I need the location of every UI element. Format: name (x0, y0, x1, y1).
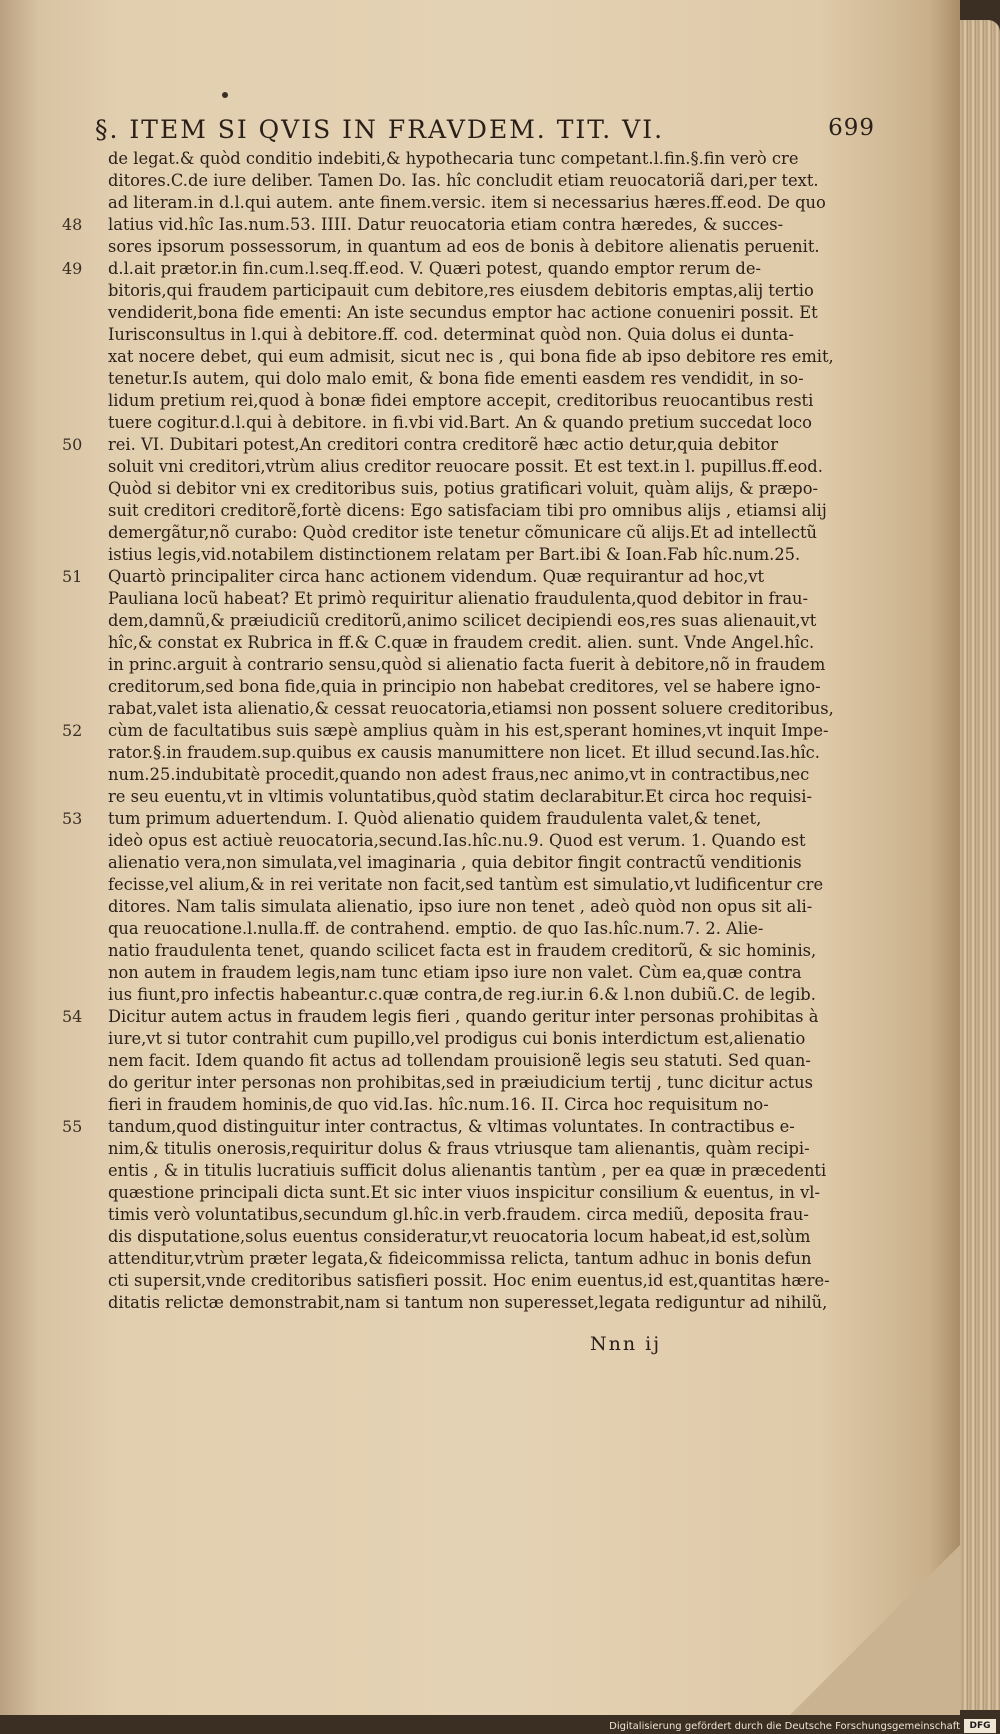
ink-dot (222, 92, 228, 98)
text-line (62, 324, 952, 346)
line-text: in princ.arguit à contrario sensu,quòd si alienatio facta fuerit à debitore,nõ in fraudem (108, 655, 826, 674)
line-text: num.25.indubitatè procedit,quando non adest fraus,nec animo,vt in contractibus,nec (108, 765, 810, 784)
text-line (62, 236, 952, 258)
line-text: rei. VI. Dubitari potest,An creditori contra creditorẽ hæc actio detur,quia debitor (108, 435, 779, 454)
text-line (62, 192, 952, 214)
line-text: demergãtur,nõ curabo: Quòd creditor iste tenetur cõmunicare cũ alijs.Et ad intellectũ (108, 523, 817, 542)
text-line (62, 1270, 952, 1292)
line-text: dem,damnũ,& præiudiciũ creditorũ,animo scilicet decipiendi eos,res suas alienauit,vt (108, 611, 817, 630)
text-line (62, 852, 952, 874)
line-text: tandum,quod distinguitur inter contractus, & vltimas voluntates. In contractibus e- (108, 1117, 795, 1136)
text-line (62, 610, 952, 632)
line-text: rabat,valet ista alienatio,& cessat reuocatoria,etiamsi non possent soluere creditoribus, (108, 699, 834, 718)
text-line (62, 280, 952, 302)
page-number: 699 (828, 115, 875, 141)
line-text: tuere cogitur.d.l.qui à debitore. in fi.vbi vid.Bart. An & quando pretium succedat loco (108, 413, 812, 432)
line-text: ius fiunt,pro infectis habeantur.c.quæ contra,de reg.iur.in 6.& l.non dubiũ.C. de legib. (108, 985, 816, 1004)
text-line (62, 1006, 952, 1028)
text-line (62, 346, 952, 368)
text-line (62, 676, 952, 698)
line-text: cùm de facultatibus suis sæpè amplius quàm in his est,sperant homines,vt inquit Impe- (108, 721, 829, 740)
text-line (62, 478, 952, 500)
line-text: de legat.& quòd conditio indebiti,& hypothecaria tunc competant.l.fin.§.fin verò cre (108, 149, 799, 168)
line-text: rator.§.in fraudem.sup.quibus ex causis manumittere non licet. Et illud secund.Ias.hîc. (108, 743, 820, 762)
text-line (62, 588, 952, 610)
line-text: quæstione principali dicta sunt.Et sic inter viuos inspicitur consilium & euentus, in vl- (108, 1183, 820, 1202)
text-line (62, 698, 952, 720)
text-line (62, 566, 952, 588)
line-text: fecisse,vel alium,& in rei veritate non facit,sed tantùm est simulatio,vt ludificentur cre (108, 875, 824, 894)
line-text: lidum pretium rei,quod à bonæ fidei emptore accepit, creditoribus reuocantibus resti (108, 391, 814, 410)
text-line (62, 654, 952, 676)
text-line (62, 786, 952, 808)
line-text: nem facit. Idem quando fit actus ad tollendam prouisionẽ legis seu statuti. Sed quan- (108, 1051, 811, 1070)
line-text: fieri in fraudem hominis,de quo vid.Ias. hîc.num.16. II. Circa hoc requisitum no- (108, 1095, 769, 1114)
line-text: iure,vt si tutor contrahit cum pupillo,vel prodigus cui bonis interdictum est,alienatio (108, 1029, 806, 1048)
text-line (62, 896, 952, 918)
text-line (62, 1292, 952, 1314)
line-text: latius vid.hîc Ias.num.53. IIII. Datur reuocatoria etiam contra hæredes, & succes- (108, 215, 784, 234)
text-line (62, 544, 952, 566)
body-text (62, 148, 952, 1314)
line-text: d.l.ait prætor.in fin.cum.l.seq.ff.eod. V. Quæri potest, quando emptor rerum de- (108, 259, 761, 278)
text-line (62, 720, 952, 742)
text-line (62, 940, 952, 962)
line-text: qua reuocatione.l.nulla.ff. de contrahend. emptio. de quo Ias.hîc.num.7. 2. Alie- (108, 919, 764, 938)
line-text: attenditur,vtrùm præter legata,& fideicommissa relicta, tantum adhuc in bonis defun (108, 1249, 812, 1268)
text-line (62, 1050, 952, 1072)
line-text: soluit vni creditori,vtrùm alius creditor reuocare possit. Et est text.in l. pupillus.ff.eod. (108, 457, 823, 476)
line-text: ditores. Nam talis simulata alienatio, ipso iure non tenet , adeò quòd non opus sit ali- (108, 897, 813, 916)
text-line (62, 962, 952, 984)
line-text: ditores.C.de iure deliber. Tamen Do. Ias. hîc concludit etiam reuocatoriã dari,per text. (108, 171, 819, 190)
text-line (62, 390, 952, 412)
margin-number: 52 (62, 721, 83, 740)
text-line (62, 1116, 952, 1138)
text-line (62, 1072, 952, 1094)
line-text: non autem in fraudem legis,nam tunc etiam ipso iure non valet. Cùm ea,quæ contra (108, 963, 802, 982)
text-line (62, 742, 952, 764)
line-text: dis disputatione,solus euentus consideratur,vt reuocatoria locum habeat,id est,solùm (108, 1227, 811, 1246)
text-line (62, 1204, 952, 1226)
line-text: hîc,& constat ex Rubrica in ff.& C.quæ in fraudem credit. alien. sunt. Vnde Angel.hîc. (108, 633, 815, 652)
margin-number: 55 (62, 1117, 83, 1136)
digitization-credit: Digitalisierung gefördert durch die Deutsche Forschungsgemeinschaft (609, 1721, 960, 1732)
margin-number: 49 (62, 259, 83, 278)
line-text: cti supersit,vnde creditoribus satisfieri possit. Hoc enim euentus,id est,quantitas hære- (108, 1271, 830, 1290)
text-line (62, 1226, 952, 1248)
margin-number: 48 (62, 215, 83, 234)
line-text: creditorum,sed bona fide,quia in principio non habebat creditores, vel se habere igno- (108, 677, 821, 696)
line-text: suit creditori creditorẽ,fortè dicens: Ego satisfaciam tibi pro omnibus alijs , etiamsi alij (108, 501, 827, 520)
line-text: nim,& titulis onerosis,requiritur dolus & fraus vtriusque tam alienantis, quàm recipi- (108, 1139, 810, 1158)
text-line (62, 500, 952, 522)
text-line (62, 1138, 952, 1160)
line-text: ideò opus est actiuè reuocatoria,secund.Ias.hîc.nu.9. Quod est verum. 1. Quando est (108, 831, 806, 850)
text-line (62, 214, 952, 236)
margin-number: 53 (62, 809, 83, 828)
text-line (62, 1182, 952, 1204)
line-text: ad literam.in d.l.qui autem. ante finem.versic. item si necessarius hæres.ff.eod. De quo (108, 193, 826, 212)
text-line (62, 170, 952, 192)
line-text: xat nocere debet, qui eum admisit, sicut nec is , qui bona fide ab ipso debitore res emit, (108, 347, 834, 366)
text-line (62, 918, 952, 940)
text-line (62, 1248, 952, 1270)
text-line (62, 808, 952, 830)
text-line (62, 984, 952, 1006)
margin-number: 50 (62, 435, 83, 454)
text-line (62, 764, 952, 786)
text-line (62, 1160, 952, 1182)
text-line (62, 258, 952, 280)
line-text: ditatis relictæ demonstrabit,nam si tantum non superesset,legata rediguntur ad nihilũ, (108, 1293, 828, 1312)
line-text: tenetur.Is autem, qui dolo malo emit, & bona fide ementi easdem res vendidit, in so- (108, 369, 804, 388)
line-text: Pauliana locũ habeat? Et primò requiritur alienatio fraudulenta,quod debitor in frau- (108, 589, 809, 608)
text-line (62, 874, 952, 896)
line-text: timis verò voluntatibus,secundum gl.hîc.in verb.fraudem. circa mediũ, deposita frau- (108, 1205, 809, 1224)
text-line (62, 412, 952, 434)
text-line (62, 148, 952, 170)
line-text: Quartò principaliter circa hanc actionem videndum. Quæ requirantur ad hoc,vt (108, 567, 765, 586)
page-corner-fold (790, 1545, 960, 1715)
margin-number: 54 (62, 1007, 83, 1026)
text-line (62, 456, 952, 478)
line-text: entis , & in titulis lucratiuis sufficit dolus alienantis tantùm , per ea quæ in præcedenti (108, 1161, 827, 1180)
header-title: §. ITEM SI QVIS IN FRAVDEM. TIT. VI. (95, 115, 665, 144)
line-text: bitoris,qui fraudem participauit cum debitore,res eiusdem debitoris emptas,alij tertio (108, 281, 814, 300)
line-text: re seu euentu,vt in vltimis voluntatibus,quòd statim declarabitur.Et circa hoc requisi- (108, 787, 812, 806)
line-text: sores ipsorum possessorum, in quantum ad eos de bonis à debitore alienatis peruenit. (108, 237, 820, 256)
dfg-logo: DFG (964, 1719, 996, 1733)
line-text: Quòd si debitor vni ex creditoribus suis, potius gratificari voluit, quàm alijs, & præpo- (108, 479, 819, 498)
line-text: istius legis,vid.notabilem distinctionem relatam per Bart.ibi & Ioan.Fab hîc.num.25. (108, 545, 801, 564)
line-text: do geritur inter personas non prohibitas,sed in præiudicium tertij , tunc dicitur actus (108, 1073, 813, 1092)
line-text: natio fraudulenta tenet, quando scilicet facta est in fraudem creditorũ, & sic hominis, (108, 941, 817, 960)
text-line (62, 830, 952, 852)
signature-mark: Nnn ij (590, 1333, 662, 1355)
text-line (62, 632, 952, 654)
line-text: Iurisconsultus in l.qui à debitore.ff. cod. determinat quòd non. Quia dolus ei dunta- (108, 325, 794, 344)
text-line (62, 1028, 952, 1050)
page-edges (960, 20, 1000, 1710)
text-line (62, 302, 952, 324)
text-line (62, 522, 952, 544)
text-line (62, 1094, 952, 1116)
line-text: alienatio vera,non simulata,vel imaginaria , quia debitor fingit contractũ venditionis (108, 853, 802, 872)
text-line (62, 434, 952, 456)
line-text: vendiderit,bona fide ementi: An iste secundus emptor hac actione conueniri possit. Et (108, 303, 818, 322)
line-text: tum primum aduertendum. I. Quòd alienatio quidem fraudulenta valet,& tenet, (108, 809, 762, 828)
margin-number: 51 (62, 567, 83, 586)
text-line (62, 368, 952, 390)
line-text: Dicitur autem actus in fraudem legis fieri , quando geritur inter personas prohibitas à (108, 1007, 819, 1026)
